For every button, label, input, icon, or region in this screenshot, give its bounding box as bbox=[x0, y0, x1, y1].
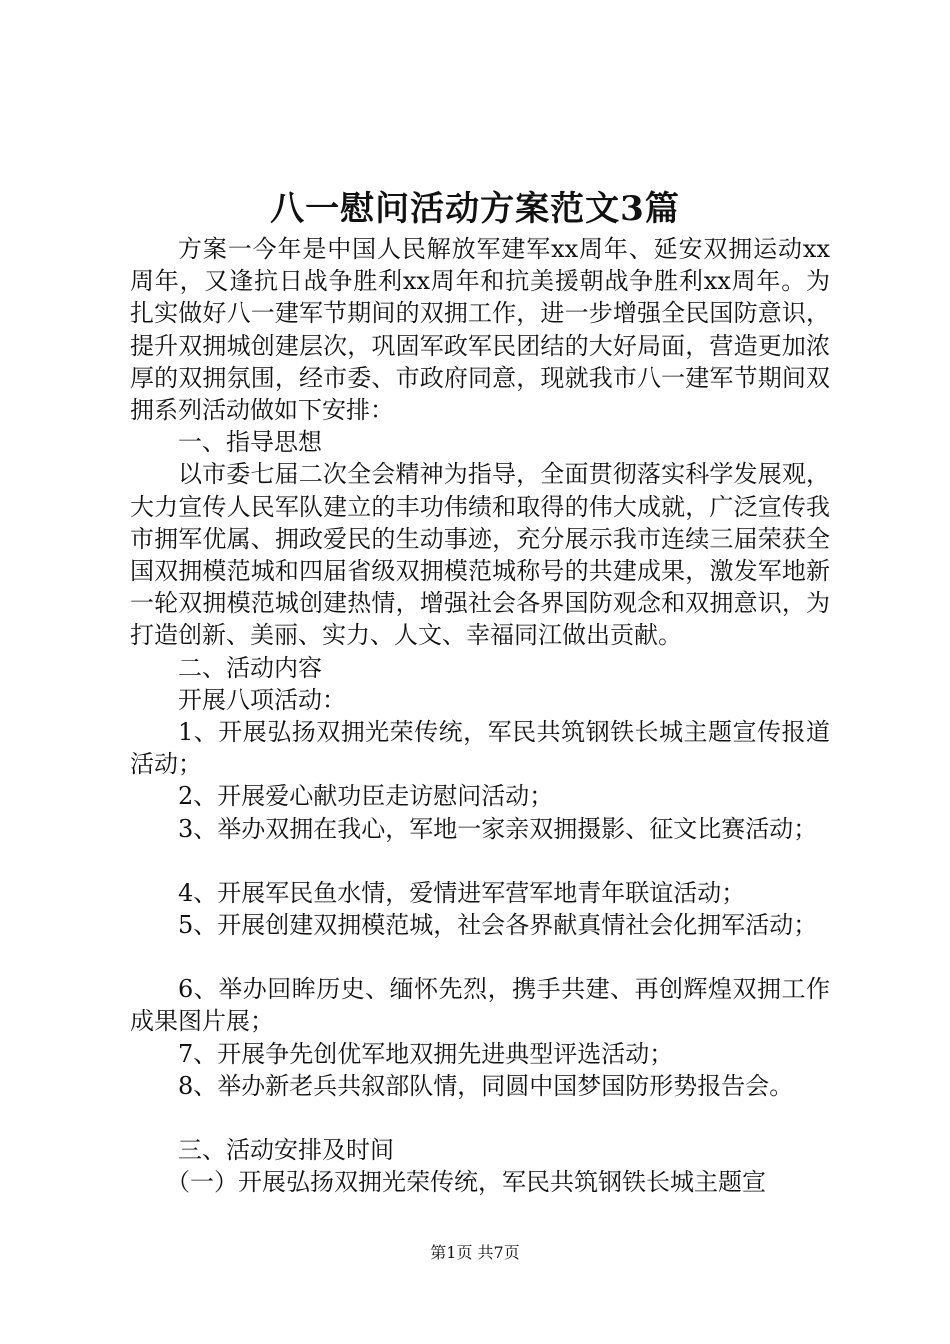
document-title: 八一慰问活动方案范文3篇 bbox=[270, 189, 680, 229]
heading-schedule: 三、活动安排及时间 bbox=[178, 1136, 394, 1165]
list-item-activity-7: 7、开展争先创优军地双拥先进典型评选活动； bbox=[178, 1039, 674, 1068]
paragraph-schedule-item-1: （一）开展弘扬双拥光荣传统，军民共筑钢铁长城主题宣 bbox=[166, 1168, 766, 1197]
list-item-activity-4: 4、开展军民鱼水情，爱情进军营军地青年联谊活动； bbox=[178, 878, 746, 907]
list-item-activity-2: 2、开展爱心献功臣走访慰问活动； bbox=[178, 782, 554, 811]
paragraph-guiding-thought: 以市委七届二次全会精神为指导，全面贯彻落实科学发展观，大力宣传人民军队建立的丰功伟绩和取得的伟大成就，广泛宣传我市拥军优属、拥政爱民的生动事迹，充分展示我市连续三届荣获全国双拥模范城和四届省级双拥模范城称号的共建成果，激发军地新一轮双拥模范城创建热情，增强社会各界国防观念和双拥意识，为打造创新、美丽、实力、人文、幸福同江做出贡献。 bbox=[130, 460, 830, 650]
list-item-activity-3: 3、举办双拥在我心，军地一家亲双拥摄影、征文比赛活动； bbox=[178, 814, 818, 843]
list-item-activity-5: 5、开展创建双拥模范城，社会各界献真情社会化拥军活动； bbox=[178, 911, 818, 940]
document-body bbox=[130, 233, 830, 1198]
page-footer: 第1页 共7页 bbox=[430, 1243, 520, 1262]
heading-activity-content: 二、活动内容 bbox=[178, 653, 322, 682]
list-item-activity-6: 6、举办回眸历史、缅怀先烈，携手共建、再创辉煌双拥工作成果图片展； bbox=[130, 975, 830, 1036]
paragraph-eight-activities: 开展八项活动： bbox=[178, 685, 346, 714]
list-item-activity-8: 8、举办新老兵共叙部队情，同圆中国梦国防形势报告会。 bbox=[178, 1071, 794, 1100]
list-item-activity-1: 1、开展弘扬双拥光荣传统，军民共筑钢铁长城主题宣传报道活动； bbox=[130, 718, 830, 779]
paragraph-intro: 方案一今年是中国人民解放军建军xx周年、延安双拥运动xx周年，又逢抗日战争胜利xx周年和抗美援朝战争胜利xx周年。为扎实做好八一建军节期间的双拥工作，进一步增强全民国防意识，提升双拥城创建层次，巩固军政军民团结的大好局面，营造更加浓厚的双拥氛围，经市委、市政府同意，现就我市八一建军节期间双拥系列活动做如下安排： bbox=[130, 235, 830, 425]
heading-guiding-thought: 一、指导思想 bbox=[178, 428, 322, 457]
